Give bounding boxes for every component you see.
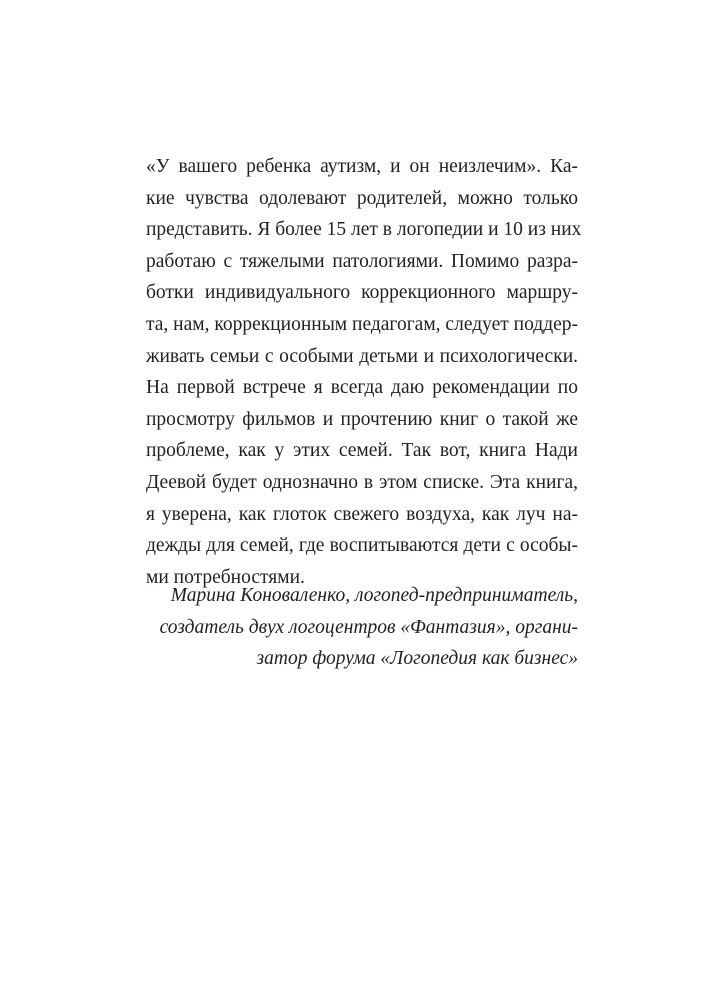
attribution <box>146 580 578 675</box>
review-line: я уверена, как глоток свежего воздуха, как луч на- <box>146 503 578 525</box>
review-line: просмотру фильмов и прочтению книг о такой же <box>146 408 578 430</box>
review-line: живать семьи с особыми детьми и психологически. <box>146 345 578 367</box>
review-line: «У вашего ребенка аутизм, и он неизлечим». Ка- <box>146 156 578 177</box>
review-line: ботки индивидуального коррекционного маршру- <box>146 282 578 304</box>
attribution-line: создатель двух логоцентров «Фантазия», органи- <box>159 616 578 638</box>
review-line: представить. Я более 15 лет в логопедии и 10 из них <box>146 219 582 241</box>
review-line: та, нам, коррекционным педагогам, следует поддер- <box>146 313 579 335</box>
review-line: На первой встрече я всегда даю рекомендации по <box>146 377 578 399</box>
attribution-line: Марина Коноваленко, логопед-предприниматель, <box>170 585 578 606</box>
review-line: ми потребностями. <box>146 566 305 588</box>
review-line: Деевой будет однозначно в этом списке. Эта книга, <box>146 471 578 493</box>
review-paragraph <box>146 151 582 593</box>
attribution-line: затор форума «Логопедия как бизнес» <box>256 648 578 670</box>
review-line: дежды для семей, где воспитываются дети с особы- <box>146 535 578 557</box>
review-line: проблеме, как у этих семей. Так вот, книга Нади <box>146 440 578 462</box>
review-line: кие чувства одолевают родителей, можно только <box>146 187 578 209</box>
review-line: работаю с тяжелыми патологиями. Помимо разра- <box>146 250 578 272</box>
